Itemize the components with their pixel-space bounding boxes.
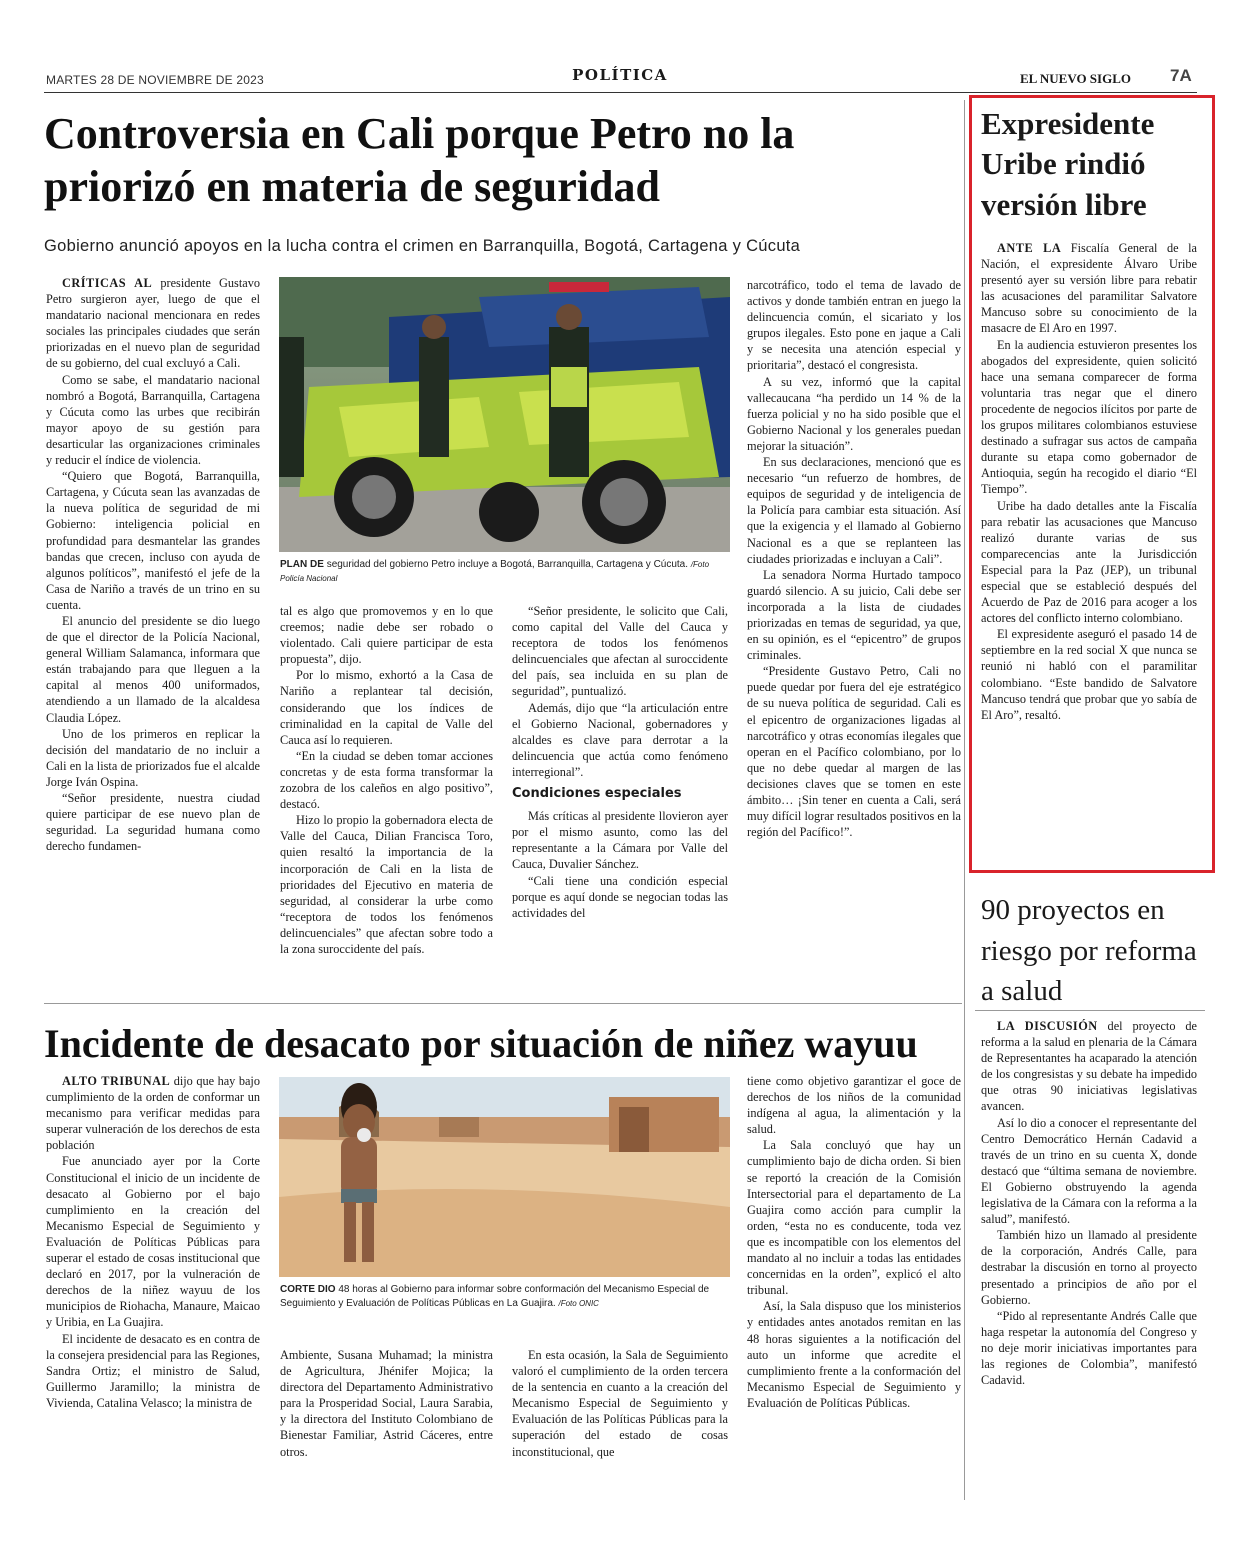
article1-kicker: CRÍTICAS AL [62, 276, 153, 290]
section-divider [44, 1003, 962, 1004]
paragraph: “Señor presidente, nuestra ciudad quiere participar de ese nuevo plan de seguridad. La seguridad humana como derecho fundamen- [46, 791, 260, 854]
paragraph: Más críticas al presidente llovieron ayer por el mismo asunto, como las del representante a la Cámara por Valle del Cauca, Duvalier Sánchez. [512, 809, 728, 872]
sidebar1-headline: Expresidente Uribe rindió versión libre [981, 106, 1155, 222]
article2-column-2 [280, 1347, 493, 1497]
article2-column-3 [512, 1347, 728, 1497]
paragraph: “Pido al representante Andrés Calle que haga respetar la autonomía del Congreso y no deje morir iniciativas importantes para las regiones de Colombia”, manifestó Cadavid. [981, 1308, 1197, 1388]
article1-subhead: Gobierno anunció apoyos en la lucha contra el crimen en Barranquilla, Bogotá, Cartagena y Cúcuta [44, 237, 801, 255]
article1-column-2 [280, 603, 493, 975]
paragraph: del proyecto de reforma a la salud en plenaria de la Cámara de Representantes ha acaparado la atención de los congresistas y su debate ha impedido que otras 90 iniciativas legislativas avancen. [981, 1019, 1197, 1114]
paragraph: Así lo dio a conocer el representante del Centro Democrático Hernán Cadavid a través de un trino en su cuenta X, donde destacó que “última semana de noviembre. El Gobierno obstruyendo la agenda legislativa de la Cámara con la reforma a la salud”, manifestó. [981, 1115, 1197, 1227]
paragraph: El expresidente aseguró el pasado 14 de septiembre en la red social X que nunca se reunió ni habló con el paramilitar colombiano. “Este bandido de Salvatore Mancuso tendrá que probar que yo sabía de El Aro”, resaltó. [981, 627, 1197, 722]
article2-kicker: ALTO TRIBUNAL [62, 1074, 171, 1088]
paragraph: Por lo mismo, exhortó a la Casa de Nariño a replantear tal decisión, considerando que los índices de criminalidad en la capital de Valle del Cauca así lo requieren. [280, 668, 493, 747]
article1-column-4 [747, 277, 961, 975]
article2-column-1 [46, 1073, 260, 1498]
caption-text: 48 horas al Gobierno para informar sobre conformación del Mecanismo Especial de Seguimiento y Evaluación de Políticas Públicas en La Guajira. [280, 1284, 710, 1309]
paragraph: tal es algo que promovemos y en lo que creemos; nadie debe ser robado o violentado. Cali quiere participar de esta propuesta”, dijo. [280, 604, 493, 667]
article1-photo-caption [280, 558, 730, 586]
paragraph: El anuncio del presidente se dio luego de que el director de la Policía Nacional, general William Salamanca, informara que están trabajando para que lleguen a la capital al menos 400 uniformados, atendiendo a un llamado de la alcaldesa Claudia López. [46, 613, 260, 725]
paragraph: dijo que hay bajo cumplimiento de la orden de conformar un mecanismo para verificar medidas para superar vulneración de los derechos de esta población [46, 1074, 260, 1153]
issue-date: MARTES 28 DE NOVIEMBRE DE 2023 [46, 73, 264, 87]
sidebar-divider [975, 1010, 1205, 1011]
police-motorcycles-photo [279, 277, 730, 552]
caption-kicker: CORTE DIO [280, 1284, 336, 1295]
paragraph: Como se sabe, el mandatario nacional nombró a Bogotá, Barranquilla, Cartagena y Cúcuta como las urbes que recibirán mayor apoyo de su gestión para desarticular las organizaciones criminales y reducir el índice de violencia. [46, 372, 260, 468]
paragraph: Uno de los primeros en replicar la decisión del mandatario de no incluir a Cali en la lista de priorizados fue el alcalde Jorge Iván Ospina. [46, 726, 260, 789]
article1-column-3 [512, 603, 728, 975]
article2-photo-caption [280, 1283, 730, 1311]
photo-credit: /Foto ONIC [558, 1299, 599, 1308]
paragraph: Uribe ha dado detalles ante la Fiscalía para rebatir las acusaciones que Mancuso realizó durante varias de sus comparecencias ante la Jurisdicción Especial para la Paz (JEP), un tribunal especial que se estableció después del Acuerdo de Paz de 2016 para acoger a los actores del conflicto interno colombiano. [981, 498, 1197, 626]
paragraph: También hizo un llamado al presidente de la corporación, Andrés Calle, para destrabar la discusión en torno al proyecto presentado a principios de año por el Gobierno. [981, 1228, 1197, 1307]
newspaper-name: EL NUEVO SIGLO [1020, 71, 1131, 86]
article1-headline: Controversia en Cali porque Petro no la priorizó en materia de seguridad [44, 109, 795, 211]
paragraph: “En la ciudad se deben tomar acciones concretas y de esta forma transformar la zozobra de los caleños en algo positivo”, destacó. [280, 748, 493, 812]
paragraph: Además, dijo que “la articulación entre el Gobierno Nacional, gobernadores y alcaldes es clave para derrotar a la delincuencia que actúa como fenómeno interregional”. [512, 700, 728, 779]
paragraph: “Cali tiene una condición especial porque es aquí donde se negocian todas las actividades del [512, 873, 728, 920]
page-number: 7A [1170, 66, 1192, 85]
wayuu-child-photo [279, 1077, 730, 1277]
sidebar1-body [981, 240, 1197, 860]
paragraph: En esta ocasión, la Sala de Seguimiento valoró el cumplimiento de la orden tercera de la sentencia en cuanto a la creación del Mecanismo Especial de Seguimiento y Evaluación de las Políticas Públicas para la superación del estado de cosas inconstitucional, que [512, 1348, 728, 1459]
paragraph: “Quiero que Bogotá, Barranquilla, Cartagena, y Cúcuta sean las avanzadas de la nueva política de seguridad de mi Gobierno: inteligencia policial en profundidad para desmantelar las grandes bandas que crecen, incluso con ayuda de algunos políticos”, manifestó el jefe de la Casa de Nariño a través de un trino en su cuenta. [46, 469, 260, 612]
sidebar2-kicker: LA DISCUSIÓN [997, 1019, 1098, 1033]
paragraph: La senadora Norma Hurtado tampoco guardó silencio. A su juicio, Cali debe ser incorporada a la lista de ciudades priorizadas en temas de seguridad, ya que, en su opinión, es el “epicentro” de grupos criminales. [747, 567, 961, 663]
sidebar2-body [981, 1018, 1197, 1498]
paragraph: El incidente de desacato es en contra de la consejera presidencial para las Regiones, Sandra Ortiz; el ministro de Salud, Guillermo Jaramillo; la ministra de Vivienda, Catalina Velasco; la ministra de [46, 1331, 260, 1410]
paragraph: Fiscalía General de la Nación, el expresidente Álvaro Uribe presentó ayer su versión libre para rebatir las acusaciones del paramilitar Salvatore Mancuso sobre su conocimiento de la masacre de El Aro en 1997. [981, 241, 1197, 336]
paragraph: narcotráfico, todo el tema de lavado de activos y donde también entran en juego la delincuencia común, el sicariato y los grupos ilegales. Esto pone en jaque a Cali y se necesita una atención especial y prioritaria”, destacó el congresista. [747, 278, 961, 373]
article1-subheading: Condiciones especiales [512, 786, 682, 802]
caption-kicker: PLAN DE [280, 559, 324, 570]
sidebar2-headline: 90 proyectos en riesgo por reforma a salud [981, 894, 1197, 1008]
paragraph: A su vez, informó que la capital vallecaucana “ha perdido un 14 % de la fuerza policial y no ha sido posible que el Gobierno Nacional y los generales puedan mejorar la situación”. [747, 374, 961, 453]
paragraph: “Señor presidente, le solicito que Cali, como capital del Valle del Cauca y receptora de todos los fenómenos delincuenciales que afectan al suroccidente del país, sea incluida en su plan de seguridad”, puntualizó. [512, 604, 728, 699]
paragraph: Fue anunciado ayer por la Corte Constitucional el inicio de un incidente de desacato al Gobierno por el bajo cumplimiento en la creación del Mecanismo Especial de Seguimiento y Evaluación de Políticas Públicas para superar el estado de cosas institucional que declaró en 2017, por la vulneración de derechos de la niñez wayuu de los municipios de Riohacha, Manaure, Maicao y Uribia, en La Guajira. [46, 1154, 260, 1330]
sidebar1-kicker: ANTE LA [997, 241, 1062, 255]
photo-credit: /Foto Policía Nacional [280, 560, 710, 583]
paragraph: presidente Gustavo Petro surgieron ayer, luego de que el mandatario nacional mencionara en redes sociales las principales ciudades que serán priorizadas en el nuevo plan de seguridad de su gobierno, del cual excluyó a Cali. [46, 276, 260, 371]
article2-headline: Incidente de desacato por situación de niñez wayuu [44, 1021, 918, 1066]
section-label: POLÍTICA [572, 66, 668, 84]
paragraph: Ambiente, Susana Muhamad; la ministra de Agricultura, Jhénifer Mojica; la directora del Departamento Administrativo para la Prosperidad Social, Laura Sarabia, y la directora del Instituto Colombiano de Bienestar Familiar, Astrid Cáceres, entre otros. [280, 1348, 493, 1459]
paragraph: La Sala concluyó que hay un cumplimiento bajo de dicha orden. Si bien se reportó la creación de la Comisión Intersectorial para el departamento de La Guajira como acción para cumplir la orden, “esta no es conducente, toda vez que es incompatible con los elementos del mandato al no incluir a todas las entidades concernidas en la orden”, explicó el alto tribunal. [747, 1138, 961, 1298]
paragraph: tiene como objetivo garantizar el goce de derechos de los niños de la comunidad indígena al agua, la alimentación y la salud. [747, 1074, 961, 1137]
caption-text: seguridad del gobierno Petro incluye a Bogotá, Barranquilla, Cartagena y Cúcuta. [326, 559, 689, 570]
column-divider [964, 100, 965, 1500]
article2-column-4 [747, 1073, 961, 1498]
paragraph: “Presidente Gustavo Petro, Cali no puede quedar por fuera del eje estratégico de su nueva política de seguridad. Cali es el epicentro de organizaciones ligadas al narcotráfico y otras economías ilegales que operan en el Pacífico colombiano, por lo que no debe quedar al margen de las decisiones claves que se tomen en este ámbito… ¡Sin tener en cuenta a Cali, será muy difícil lograr resultados positivos en la región del Pacífico!”. [747, 664, 961, 840]
paragraph: Así, la Sala dispuso que los ministerios y entidades antes anotados remitan en las 48 horas siguientes a la notificación del auto un informe que acredite el cumplimiento frente a la conformación del Mecanismo Especial de Seguimiento y Evaluación de Políticas Públicas. [747, 1299, 961, 1410]
paragraph: En la audiencia estuvieron presentes los abogados del expresidente, quien solicitó hace una semana comparecer de forma voluntaria tras negar que el dinero procedente de negocios ilícitos por parte de los grupos militares colombianos estuviese destinado a sufragar sus actos de campaña durante su etapa como gobernador de Antioquia, según ha recogido el diario “El Tiempo”. [981, 337, 1197, 497]
paragraph: En sus declaraciones, mencionó que es necesario “un refuerzo de hombres, de equipos de seguridad y de inteligencia de la Policía para cambiar esta situación. Así que la exigencia y el llamado al Gobierno Nacional es a que se replanteen las ciudades priorizadas e incluyan a Cali”. [747, 455, 961, 566]
header-rule [44, 92, 1197, 93]
article1-column-1 [46, 275, 260, 975]
paragraph: Hizo lo propio la gobernadora electa de Valle del Cauca, Dilian Francisca Toro, quien resaltó la importancia de la incorporación de Cali en la lista de prioridades del Ejecutivo en materia de seguridad, al considerar la urbe como “receptora de todos los fenómenos delincuenciales” que afectan sobre todo a la zona suroccidente del país. [280, 813, 493, 956]
